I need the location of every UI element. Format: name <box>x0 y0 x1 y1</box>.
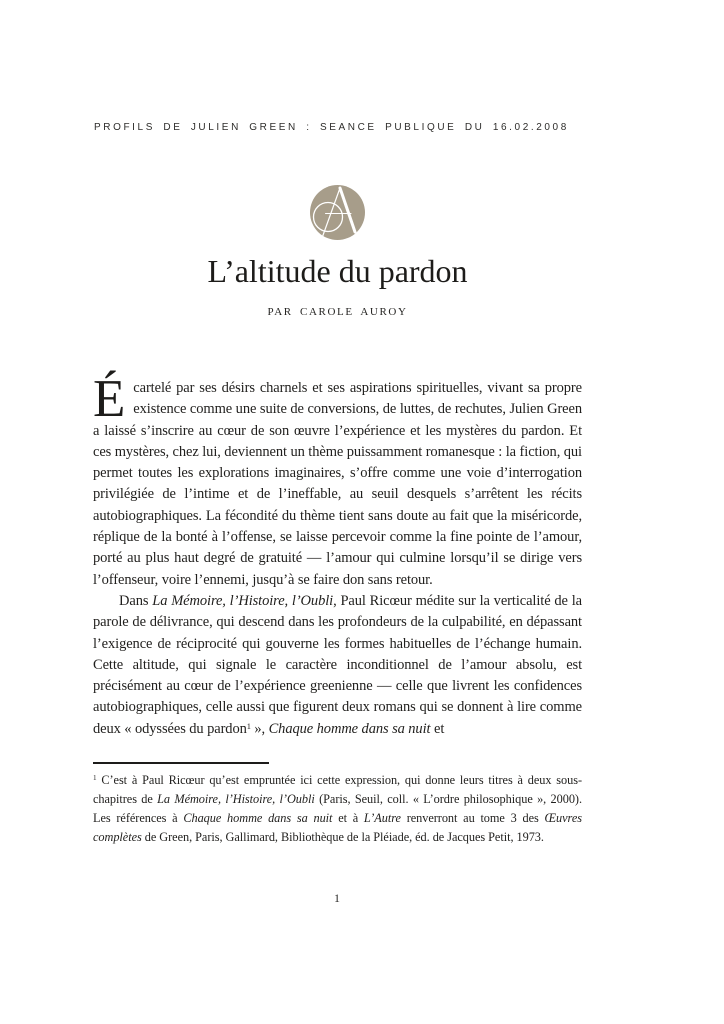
byline: PAR CAROLE AUROY <box>267 306 408 318</box>
footnote: $^1$ C’est à Paul Ricœur qu’est empruntée ici cette expression, qui donne leurs titres à deux sous-chapitres de La Mémoire, l’Histoire, l’Oubli (Paris, Seuil, coll. « L’ordre philosophique », 2000). Les références à Chaque homme dans sa nuit et à L’Autre renverront au tome 3 des Œuvres complètes de Green, Paris, Gallimard, Bibliothèque de la Pléiade, éd. de Jacques Petit, 1973. <box>93 773 582 845</box>
monogram-a-icon <box>310 185 365 240</box>
page-title: L’altitude du pardon <box>207 253 468 289</box>
logo <box>310 185 365 240</box>
dropcap: É <box>93 370 126 428</box>
body-paragraph-2: Dans La Mémoire, l’Histoire, l’Oubli, Paul Ricœur médite sur la verticalité de la parole de délivrance, qui descend dans les profondeurs de la culpabilité, en dépassant l’exigence de réciprocité qui gouverne les formes habituelles de l’échange humain. Cette altitude, qui signale le caractère inconditionnel de l’amour absolu, est précisément au cœur de l’expérience greenienne — celle que livrent les confidences autobiographiques, celle aussi que figurent deux romans qui se donnent à lire comme deux « odyssées du pardon$^1$ », Chaque homme dans sa nuit et <box>93 592 582 737</box>
footnote-rule <box>93 762 269 764</box>
running-head: PROFILS DE JULIEN GREEN : SEANCE PUBLIQUE DU 16.02.2008 <box>94 122 569 133</box>
paragraph-text: cartelé par ses désirs charnels et ses aspirations spirituelles, vivant sa propre existence comme une suite de conversions, de luttes, de rechutes, Julien Green a laissé s’inscrire au cœur de son œuvre l’expérience et les mystères du pardon. Et ces mystères, chez lui, deviennent un thème puissamment romanesque : la fiction, qui permet toutes les explorations imaginaires, s’offre comme une voie d’interrogation privilégiée de l’intime et de l’ineffable, au seuil desquels s’arrêtent les récits autobiographiques. La fécondité du thème tient sans doute au fait que la miséricorde, réplique de la bonté à l’offense, se laisse percevoir comme la fine pointe de l’amour, porté au plus haut degré de gratuité — l’amour qui culmine lorsqu’il se dirige vers l’offenseur, voire l’ennemi, jusqu’à se faire don sans retour. <box>93 380 582 588</box>
body-text <box>93 370 582 847</box>
body-paragraph-1 <box>93 370 582 591</box>
page-number: 1 <box>334 891 341 905</box>
